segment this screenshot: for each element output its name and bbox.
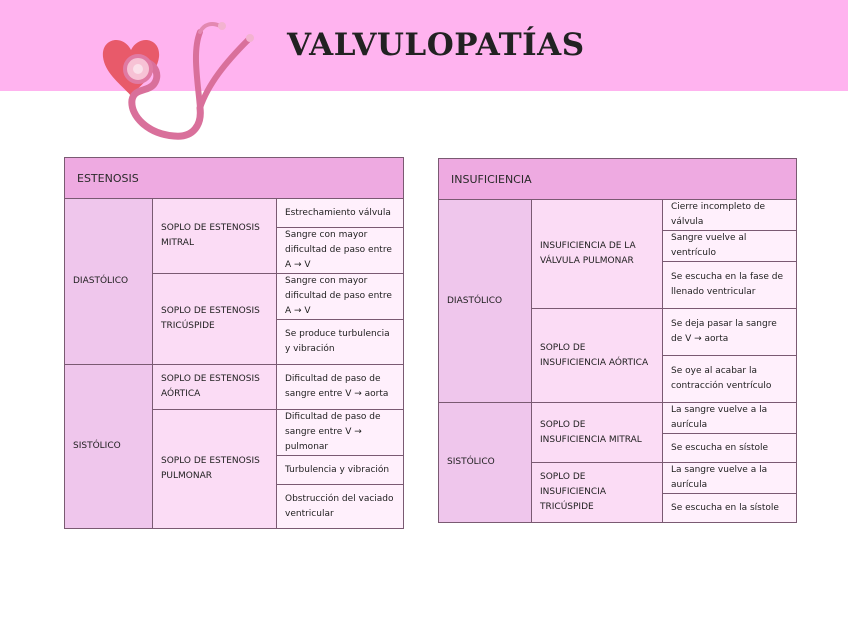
estenosis-header: ESTENOSIS [65, 158, 404, 199]
estenosis-aortic-name: SOPLO DE ESTENOSIS AÓRTICA [153, 365, 277, 410]
page-title: VALVULOPATÍAS [287, 27, 585, 63]
insuficiencia-pulmonary-name: INSUFICIENCIA DE LA VÁLVULA PULMONAR [532, 200, 663, 309]
insuficiencia-pulmonary-detail: Cierre incompleto de válvula [663, 200, 797, 231]
estenosis-diastolic-label: DIASTÓLICO [65, 199, 153, 365]
insuficiencia-pulmonary-detail: Sangre vuelve al ventrículo [663, 231, 797, 262]
insuficiencia-aortic-name: SOPLO DE INSUFICIENCIA AÓRTICA [532, 309, 663, 403]
insuficiencia-mitral-detail: La sangre vuelve a la aurícula [663, 403, 797, 434]
estenosis-mitral-detail: Estrechamiento válvula [277, 199, 404, 228]
insuficiencia-tricuspid-detail: Se escucha en la sístole [663, 494, 797, 523]
estenosis-pulmonary-name: SOPLO DE ESTENOSIS PULMONAR [153, 410, 277, 529]
estenosis-pulmonary-detail: Obstrucción del vaciado ventricular [277, 485, 404, 529]
estenosis-systolic-label: SISTÓLICO [65, 365, 153, 529]
insuficiencia-mitral-detail: Se escucha en sístole [663, 434, 797, 463]
estenosis-tricuspid-detail: Se produce turbulencia y vibración [277, 320, 404, 365]
insuficiencia-tricuspid-detail: La sangre vuelve a la aurícula [663, 463, 797, 494]
estenosis-mitral-name: SOPLO DE ESTENOSIS MITRAL [153, 199, 277, 274]
estenosis-aortic-detail: Dificultad de paso de sangre entre V → aorta [277, 365, 404, 410]
estenosis-tricuspid-detail: Sangre con mayor dificultad de paso entre A → V [277, 274, 404, 320]
estenosis-pulmonary-detail: Dificultad de paso de sangre entre V → pulmonar [277, 410, 404, 456]
insuficiencia-tricuspid-name: SOPLO DE INSUFICIENCIA TRICÚSPIDE [532, 463, 663, 523]
insuficiencia-aortic-detail: Se oye al acabar la contracción ventrículo [663, 356, 797, 403]
insuficiencia-header: INSUFICIENCIA [439, 159, 797, 200]
insuficiencia-aortic-detail: Se deja pasar la sangre de V → aorta [663, 309, 797, 356]
estenosis-pulmonary-detail: Turbulencia y vibración [277, 456, 404, 485]
insuficiencia-mitral-name: SOPLO DE INSUFICIENCIA MITRAL [532, 403, 663, 463]
estenosis-tricuspid-name: SOPLO DE ESTENOSIS TRICÚSPIDE [153, 274, 277, 365]
estenosis-table [64, 157, 404, 529]
insuficiencia-diastolic-label: DIASTÓLICO [439, 200, 532, 403]
heart-stethoscope-icon [96, 12, 266, 152]
estenosis-mitral-detail: Sangre con mayor dificultad de paso entre A → V [277, 228, 404, 274]
insuficiencia-systolic-label: SISTÓLICO [439, 403, 532, 523]
insuficiencia-table [438, 158, 797, 523]
insuficiencia-pulmonary-detail: Se escucha en la fase de llenado ventricular [663, 262, 797, 309]
